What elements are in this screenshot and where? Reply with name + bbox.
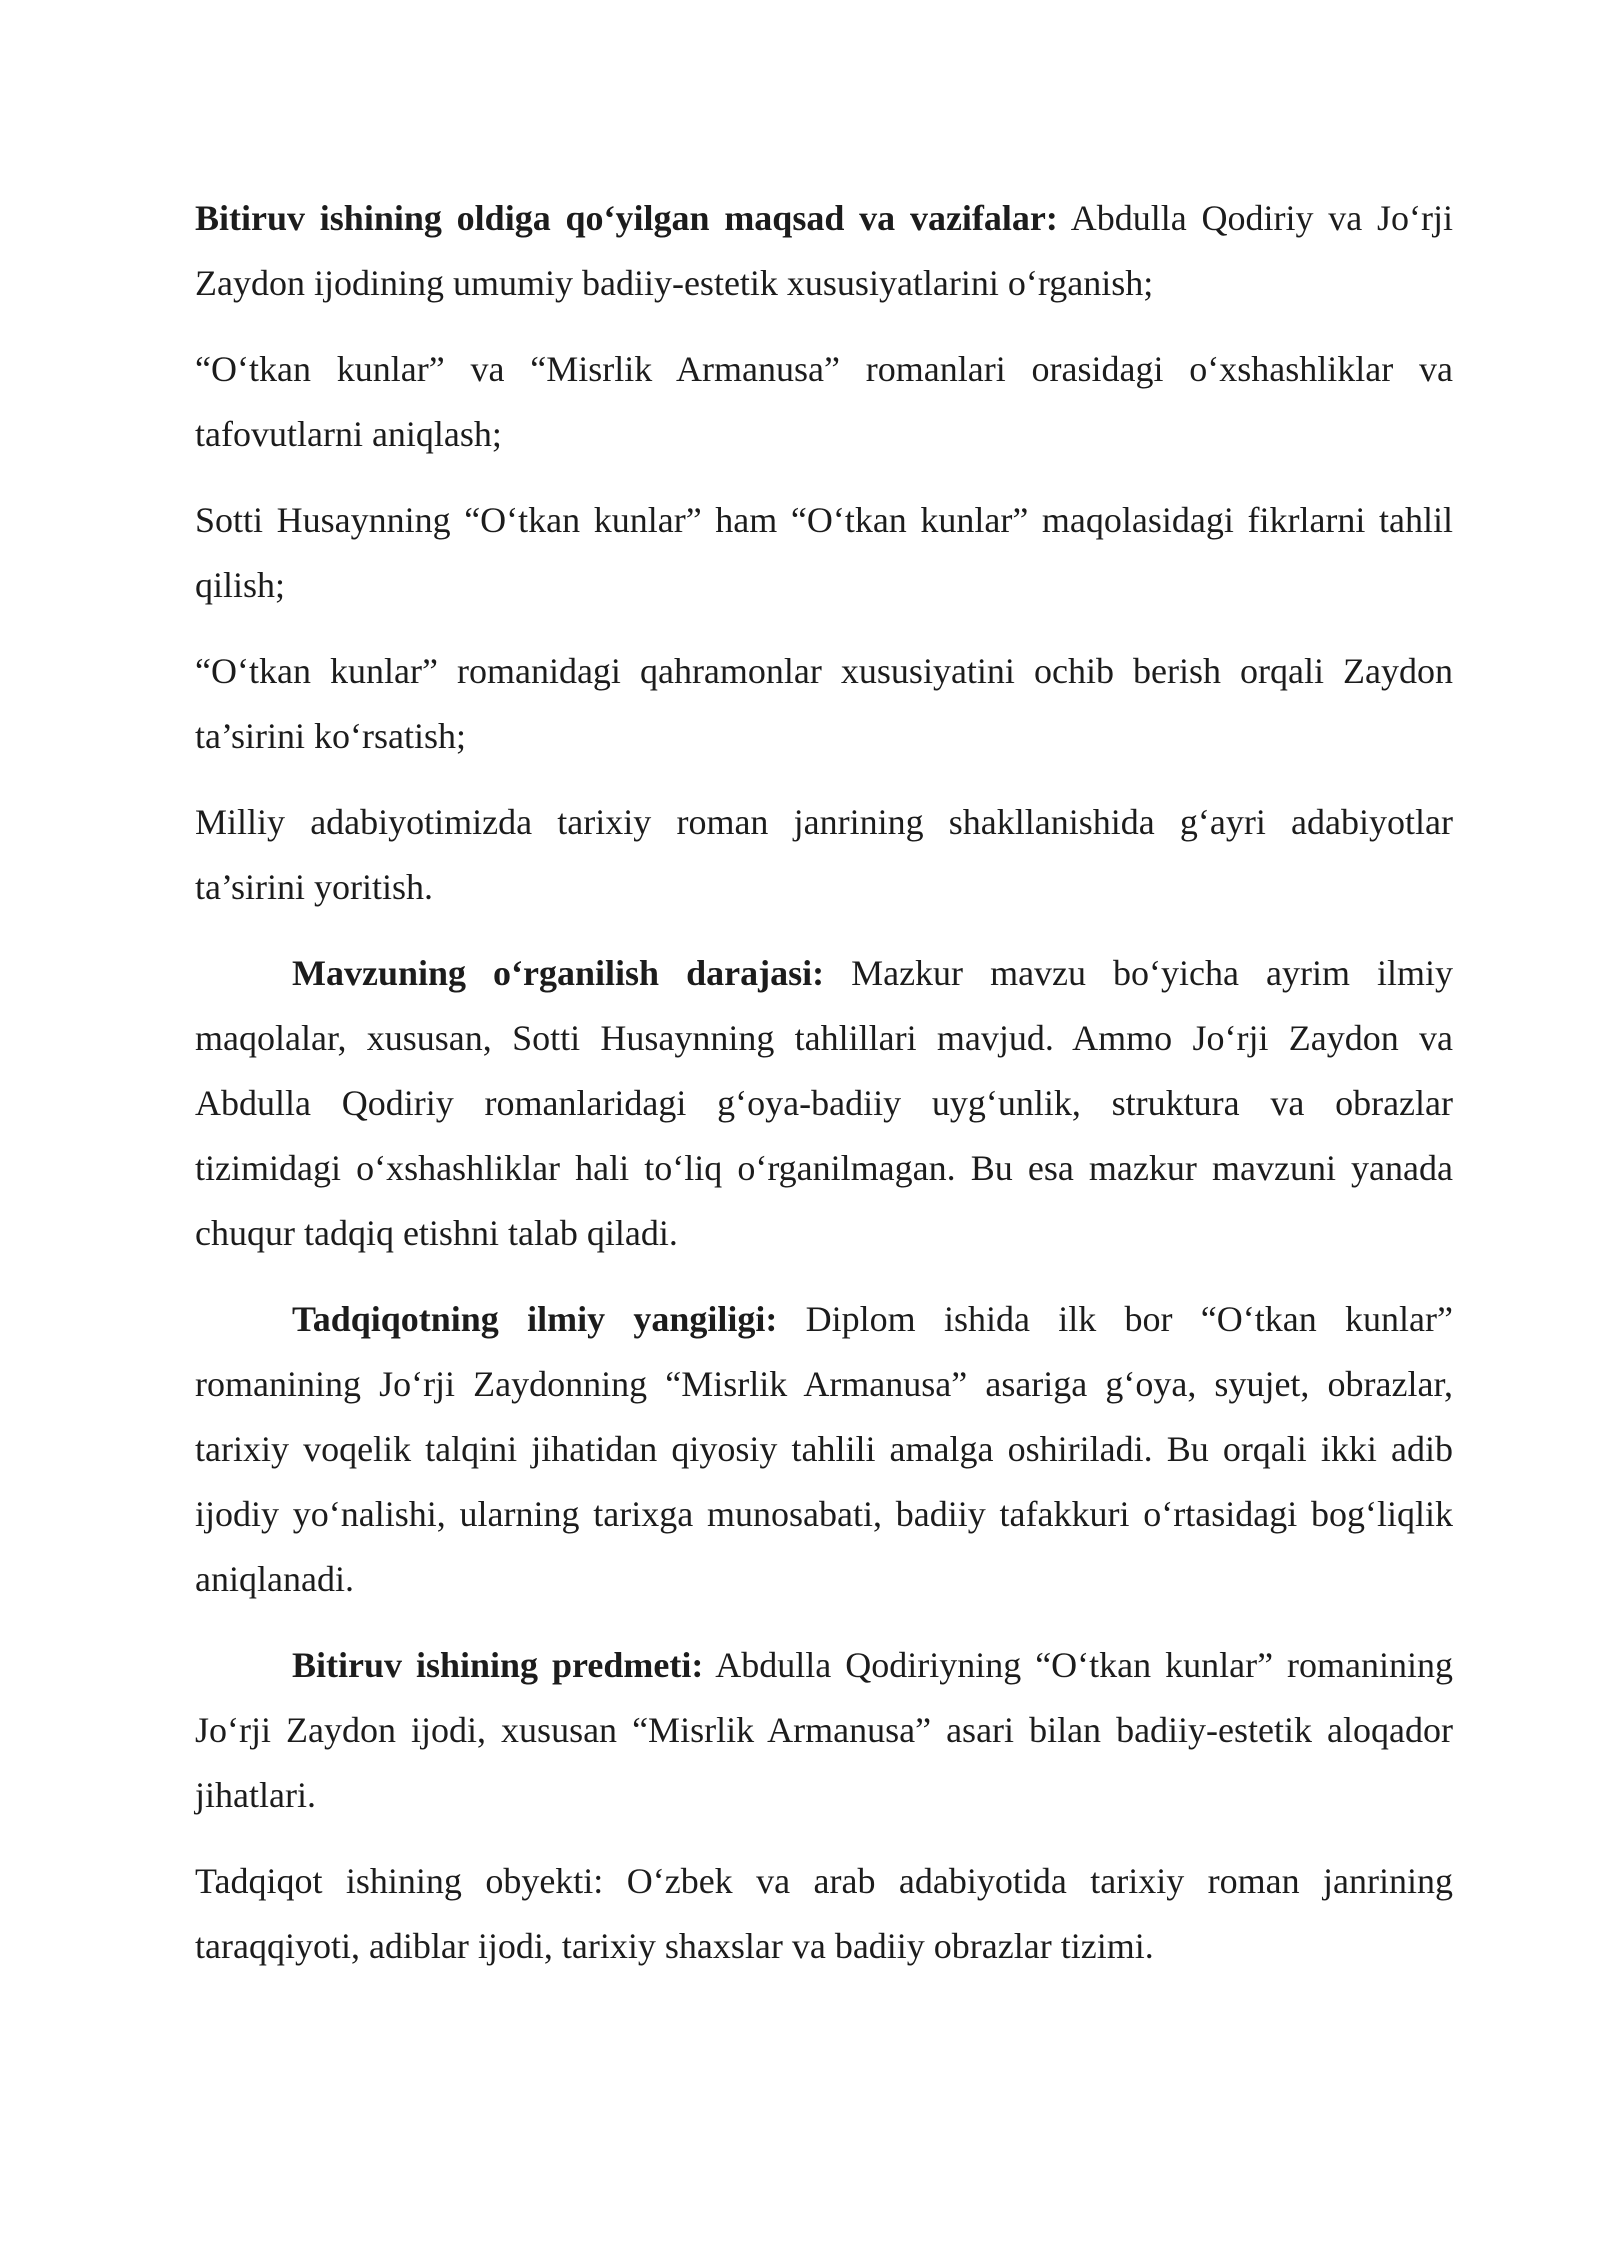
paragraph-object bbox=[195, 1849, 1453, 1979]
paragraph-text: Abdulla Qodiriyning “O‘tkan kunlar” romanining Jo‘rji Zaydon ijodi, xususan “Misrlik Armanusa” asari bilan badiiy-estetik aloqador jihatlari. bbox=[195, 1645, 1453, 1815]
paragraph-heading: Tadqiqotning ilmiy yangiligi: bbox=[292, 1299, 778, 1339]
paragraph-task-comparison bbox=[195, 337, 1453, 467]
paragraph-text: Diplom ishida ilk bor “O‘tkan kunlar” romanining Jo‘rji Zaydonning “Misrlik Armanusa” asariga g‘oya, syujet, obrazlar, tarixiy voqelik talqini jihatidan qiyosiy tahlili amalga oshiriladi. Bu orqali ikki adib ijodiy yo‘nalishi, ularning tarixga munosabati, badiiy tafakkuri o‘rtasidagi bog‘liqlik aniqlanadi. bbox=[195, 1299, 1453, 1599]
paragraph-heading: Mavzuning o‘rganilish darajasi: bbox=[292, 953, 825, 993]
paragraph-text: Mazkur mavzu bo‘yicha ayrim ilmiy maqolalar, xususan, Sotti Husaynning tahlillari mavjud. Ammo Jo‘rji Zaydon va Abdulla Qodiriy romanlaridagi g‘oya-badiiy uyg‘unlik, struktura va obrazlar tizimidagi o‘xshashliklar hali to‘liq o‘rganilmagan. Bu esa mazkur mavzuni yanada chuqur tadqiq etishni talab qiladi. bbox=[195, 953, 1453, 1253]
paragraph-task-analysis bbox=[195, 488, 1453, 618]
paragraph-text: “O‘tkan kunlar” romanidagi qahramonlar xususiyatini ochib berish orqali Zaydon ta’sirini ko‘rsatish; bbox=[195, 651, 1453, 756]
paragraph-text: Abdulla Qodiriy va Jo‘rji Zaydon ijodining umumiy badiiy-estetik xususiyatlarini o‘rganish; bbox=[195, 198, 1454, 303]
paragraph-subject bbox=[195, 1633, 1453, 1828]
paragraph-novelty bbox=[195, 1287, 1453, 1612]
paragraph-aims bbox=[195, 186, 1453, 316]
paragraph-text: “O‘tkan kunlar” va “Misrlik Armanusa” romanlari orasidagi o‘xshashliklar va tafovutlarni aniqlash; bbox=[195, 349, 1453, 454]
paragraph-task-characters bbox=[195, 639, 1453, 769]
paragraph-study-degree bbox=[195, 941, 1453, 1266]
paragraph-heading: Bitiruv ishining predmeti: bbox=[292, 1645, 704, 1685]
paragraph-heading: Bitiruv ishining oldiga qo‘yilgan maqsad va vazifalar: bbox=[195, 198, 1058, 238]
paragraph-task-genre bbox=[195, 790, 1453, 920]
paragraph-text: Tadqiqot ishining obyekti: O‘zbek va arab adabiyotida tarixiy roman janrining taraqqiyoti, adiblar ijodi, tarixiy shaxslar va badiiy obrazlar tizimi. bbox=[195, 1861, 1453, 1966]
paragraph-text: Sotti Husaynning “O‘tkan kunlar” ham “O‘tkan kunlar” maqolasidagi fikrlarni tahlil qilish; bbox=[195, 500, 1453, 605]
document-page bbox=[195, 186, 1453, 2000]
paragraph-text: Milliy adabiyotimizda tarixiy roman janrining shakllanishida g‘ayri adabiyotlar ta’sirini yoritish. bbox=[195, 802, 1453, 907]
